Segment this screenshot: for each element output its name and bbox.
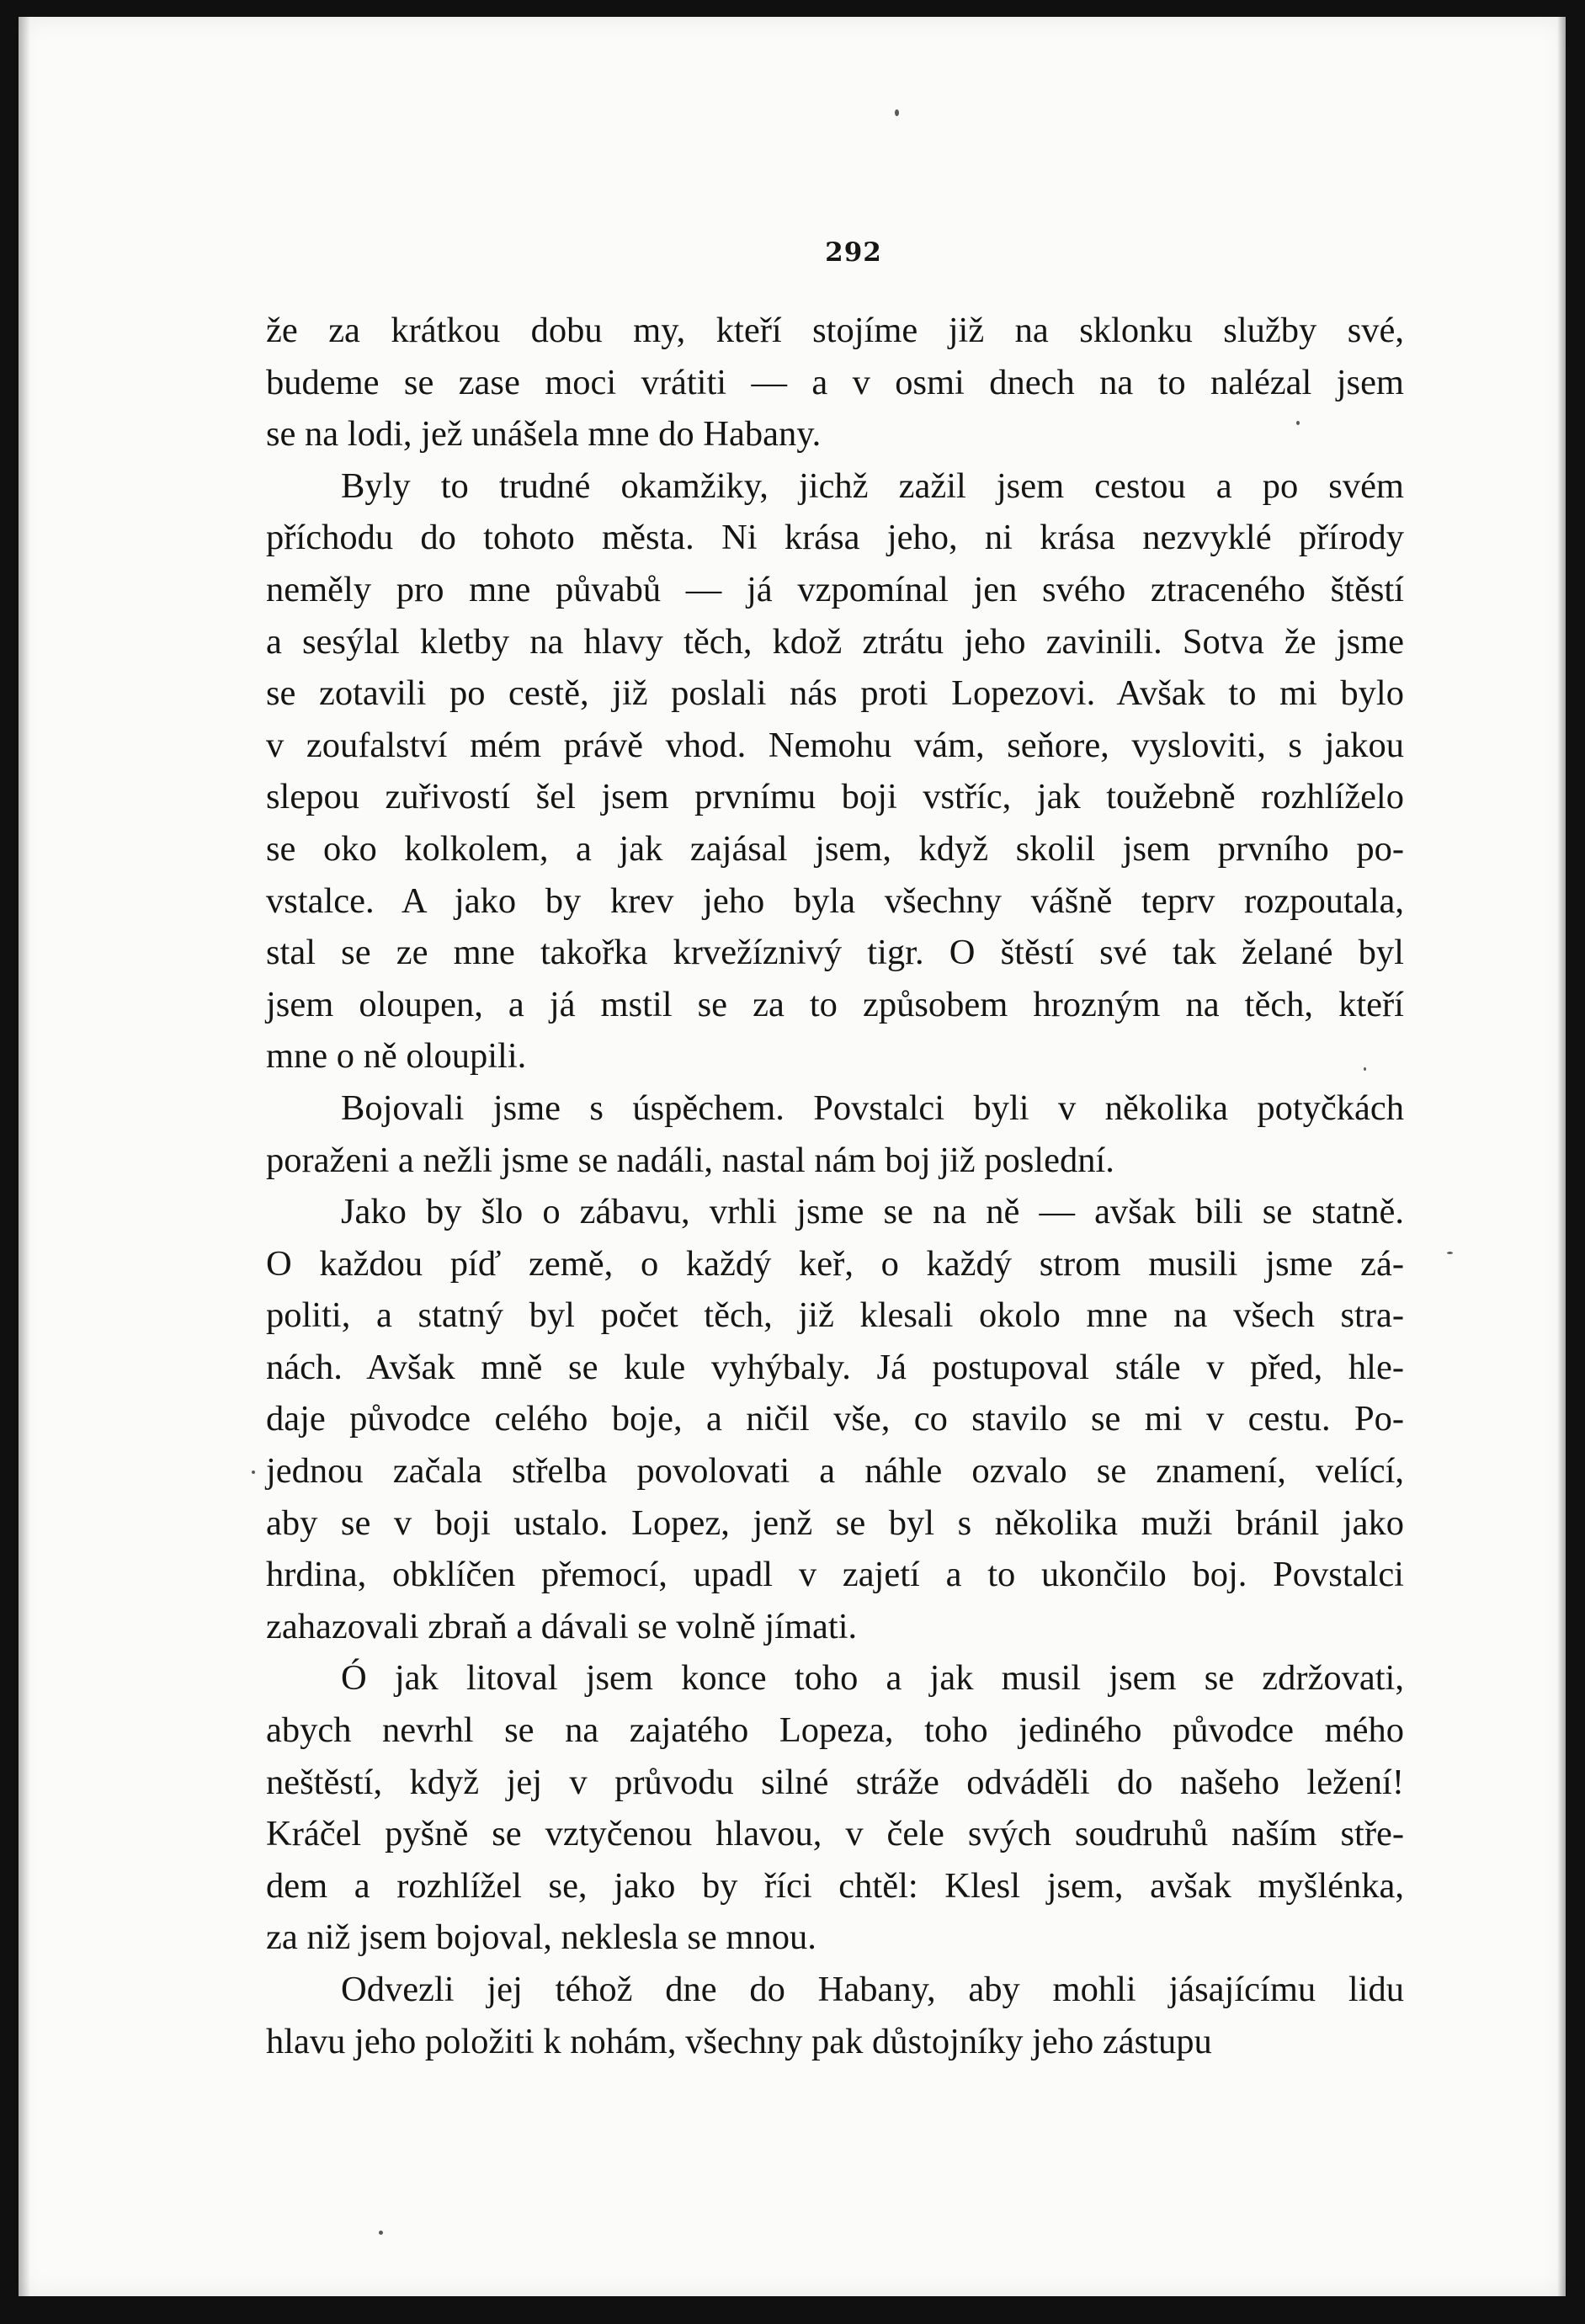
text-line: zahazovali zbraň a dávali se volně jímati. [266, 1606, 858, 1646]
scan-speck [252, 1470, 255, 1474]
text-line: nách. Avšak mně se kule vyhýbaly. Já postupoval stále v před, hle- [266, 1347, 1404, 1387]
text-line: vstalce. A jako by krev jeho byla všechny vášně teprv rozpoutala, [266, 880, 1404, 921]
paragraph [266, 460, 1404, 1082]
text-line: za niž jsem bojoval, neklesla se mnou. [266, 1917, 816, 1958]
text-line: hlavu jeho položiti k nohám, všechny pak důstojníky jeho zástupu [266, 2021, 1212, 2061]
text-line: daje původce celého boje, a ničil vše, co stavilo se mi v cestu. Po- [266, 1399, 1404, 1439]
paragraph [266, 305, 1404, 460]
text-line: Odvezli jej téhož dne do Habany, aby mohli jásajícímu lidu [341, 1970, 1404, 2009]
text-line: budeme se zase moci vrátiti — a v osmi dnech na to nalézal jsem [266, 362, 1404, 402]
text-line: v zoufalství mém právě vhod. Nemohu vám, seňore, vysloviti, s jakou [266, 725, 1404, 765]
text-line: hrdina, obklíčen přemocí, upadl v zajetí a to ukončilo boj. Povstalci [266, 1555, 1404, 1595]
paragraph [266, 1964, 1404, 2067]
paragraph [266, 1082, 1404, 1186]
text-line: neštěstí, když jej v průvodu silné stráže odváděli do našeho ležení! [266, 1762, 1404, 1802]
text-line: se zotavili po cestě, již poslali nás proti Lopezovi. Avšak to mi bylo [266, 673, 1404, 714]
scan-speck [895, 109, 899, 116]
text-line: se oko kolkolem, a jak zajásal jsem, když skolil jsem prvního po- [266, 828, 1404, 869]
text-line: poraženi a nežli jsme se nadáli, nastal nám boj již poslední. [266, 1140, 1114, 1180]
text-line: Ó jak litoval jsem konce toho a jak musil jsem se zdržovati, [341, 1658, 1404, 1699]
body-text [266, 305, 1404, 2067]
text-line: Bojovali jsme s úspěchem. Povstalci byli v několika potyčkách [341, 1088, 1404, 1128]
scan-speck [1364, 1067, 1366, 1071]
scan-speck [1566, 1174, 1569, 1193]
page-number: 292 [825, 237, 882, 268]
text-line: se na lodi, jež unášela mne do Habany. [266, 414, 822, 455]
text-line: Byly to trudné okamžiky, jichž zažil jsem cestou a po svém [341, 465, 1404, 506]
scan-speck [1296, 421, 1300, 425]
text-line: neměly pro mne půvabů — já vzpomínal jen svého ztraceného štěstí [266, 569, 1404, 609]
text-line: že za krátkou dobu my, kteří stojíme již na sklonku služby své, [266, 311, 1404, 350]
text-line: abych nevrhl se na zajatého Lopeza, toho jediného původce mého [266, 1710, 1404, 1751]
text-line: jsem oloupen, a já mstil se za to způsobem hrozným na těch, kteří [266, 984, 1404, 1024]
text-line: dem a rozhlížel se, jako by říci chtěl: Klesl jsem, avšak myšlénka, [266, 1865, 1404, 1906]
text-line: aby se v boji ustalo. Lopez, jenž se byl s několika muži bránil jako [266, 1502, 1404, 1543]
page-edge-shadow-right [1557, 17, 1566, 2296]
page-edge-shadow-left [19, 17, 30, 2296]
text-line: politi, a statný byl počet těch, již klesali okolo mne na všech stra- [266, 1295, 1404, 1336]
text-line: stal se ze mne takořka krvežíznivý tigr. O štěstí své tak želané byl [266, 933, 1404, 973]
paragraph [266, 1186, 1404, 1652]
text-line: O každou píď země, o každý keř, o každý strom musili jsme zá- [266, 1243, 1404, 1284]
text-line: jednou začala střelba povolovati a náhle ozvalo se znamení, velící, [266, 1451, 1404, 1492]
scan-speck [1447, 1252, 1453, 1254]
paragraph [266, 1652, 1404, 1964]
scan-speck [379, 2231, 383, 2235]
text-line: Kráčel pyšně se vztyčenou hlavou, v čele svých soudruhů naším stře- [266, 1814, 1404, 1854]
text-line: Jako by šlo o zábavu, vrhli jsme se na ně — avšak bili se statně. [341, 1192, 1404, 1232]
text-line: a sesýlal kletby na hlavy těch, kdož ztrátu jeho zavinili. Sotva že jsme [266, 621, 1404, 662]
text-line: slepou zuřivostí šel jsem prvnímu boji vstříc, jak toužebně rozhlíželo [266, 777, 1404, 817]
text-line: mne o ně oloupili. [266, 1036, 527, 1077]
text-line: příchodu do tohoto města. Ni krása jeho, ni krása nezvyklé přírody [266, 518, 1404, 558]
